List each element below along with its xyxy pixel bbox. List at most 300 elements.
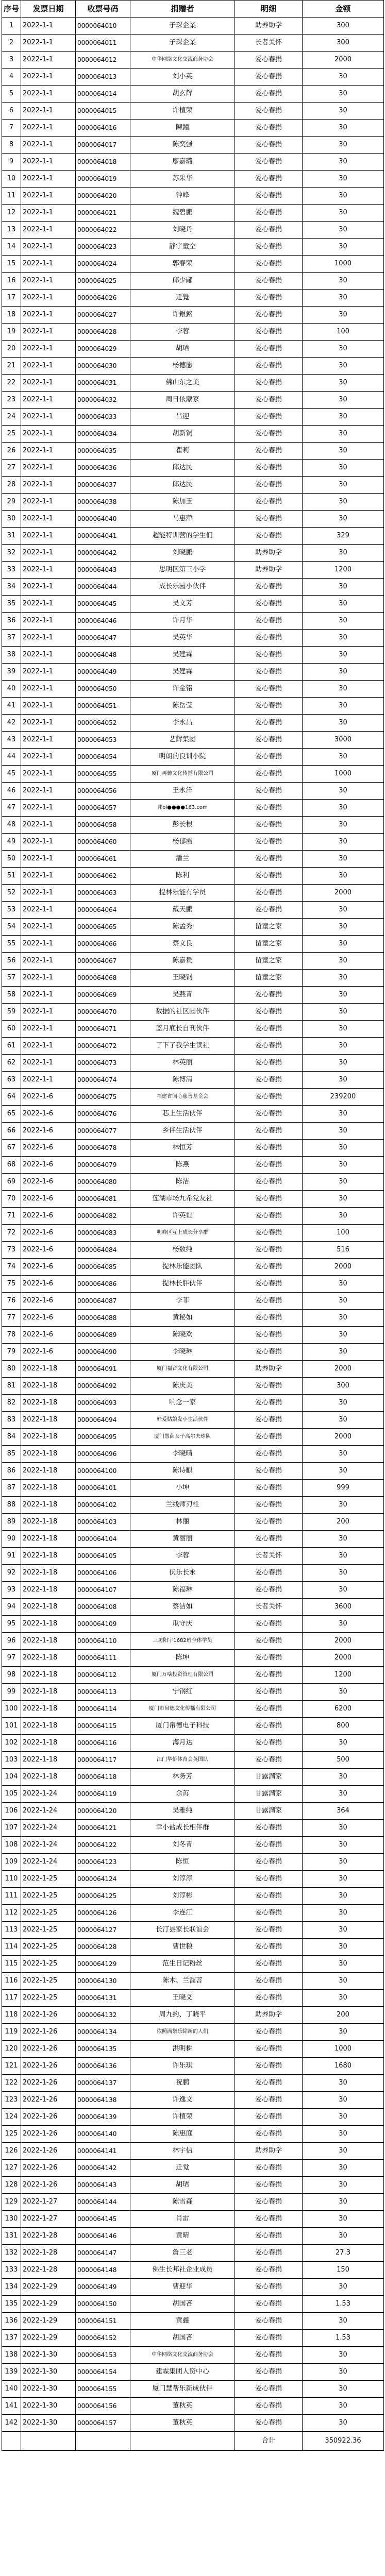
row-receipt-number: 0000064052 [76, 715, 130, 732]
row-amount: 27.3 [303, 2245, 384, 2262]
row-purpose: 爱心春捐 [235, 2347, 303, 2364]
row-date: 2022-1-1 [21, 885, 76, 902]
row-index: 46 [2, 783, 21, 800]
row-amount: 30 [303, 936, 384, 953]
row-amount: 30 [303, 69, 384, 86]
row-receipt-number: 0000064150 [76, 2296, 130, 2313]
row-amount: 30 [303, 1786, 384, 1803]
row-date: 2022-1-26 [21, 2041, 76, 2058]
table-row [2, 1939, 384, 1956]
row-donor: 乡伴生活伙伴 [130, 1123, 235, 1140]
row-donor: 厦门慧帮乐新成伙伴 [130, 2381, 235, 2398]
row-purpose: 爱心春捐 [235, 511, 303, 528]
row-purpose: 爱心春捐 [235, 375, 303, 392]
row-amount: 30 [303, 783, 384, 800]
row-amount: 30 [303, 1735, 384, 1752]
row-index: 111 [2, 1888, 21, 1905]
header-donor: 捐赠者 [130, 1, 235, 18]
row-donor: 李蓉 [130, 1548, 235, 1565]
row-amount: 1000 [303, 2041, 384, 2058]
row-receipt-number: 0000064141 [76, 2143, 130, 2160]
row-donor: 许植荣 [130, 103, 235, 120]
row-purpose: 留童之家 [235, 953, 303, 970]
table-row [2, 426, 384, 443]
row-purpose: 爱心春捐 [235, 2398, 303, 2415]
row-purpose: 爱心春捐 [235, 2058, 303, 2075]
row-receipt-number: 0000064086 [76, 1276, 130, 1293]
row-index: 65 [2, 1106, 21, 1123]
row-amount: 30 [303, 239, 384, 256]
row-index: 93 [2, 1582, 21, 1599]
row-purpose: 爱心春捐 [235, 1480, 303, 1497]
row-date: 2022-1-30 [21, 2347, 76, 2364]
row-index: 35 [2, 596, 21, 613]
row-date: 2022-1-18 [21, 1616, 76, 1633]
row-receipt-number: 0000064077 [76, 1123, 130, 1140]
row-amount: 30 [303, 970, 384, 987]
row-index: 80 [2, 1361, 21, 1378]
row-date: 2022-1-26 [21, 2092, 76, 2109]
row-receipt-number: 0000064073 [76, 1055, 130, 1072]
row-receipt-number: 0000064144 [76, 2194, 130, 2211]
row-purpose: 爱心春捐 [235, 2381, 303, 2398]
table-row [2, 443, 384, 460]
table-row [2, 1956, 384, 1973]
row-donor: 陈恒 [130, 1854, 235, 1871]
row-amount: 1.53 [303, 2296, 384, 2313]
row-purpose: 爱心春捐 [235, 1752, 303, 1769]
row-purpose: 爱心春捐 [235, 1293, 303, 1310]
row-index: 52 [2, 885, 21, 902]
row-date: 2022-1-6 [21, 1106, 76, 1123]
row-donor: 王晓钢 [130, 970, 235, 987]
row-amount: 30 [303, 681, 384, 698]
row-receipt-number: 0000064048 [76, 647, 130, 664]
row-amount: 150 [303, 2262, 384, 2279]
table-row [2, 1616, 384, 1633]
row-date: 2022-1-18 [21, 1446, 76, 1463]
row-purpose: 爱心春捐 [235, 579, 303, 596]
row-date: 2022-1-1 [21, 443, 76, 460]
row-donor: 瓜守庆 [130, 1616, 235, 1633]
row-donor: 佛山东之美 [130, 375, 235, 392]
row-amount: 30 [303, 868, 384, 885]
row-receipt-number: 0000064117 [76, 1752, 130, 1769]
row-purpose: 爱心春捐 [235, 137, 303, 154]
row-amount: 6200 [303, 1701, 384, 1718]
row-amount: 30 [303, 1140, 384, 1157]
row-amount: 30 [303, 1157, 384, 1174]
row-date: 2022-1-28 [21, 2262, 76, 2279]
row-donor: 黄秘如 [130, 1310, 235, 1327]
row-purpose: 爱心春捐 [235, 1684, 303, 1701]
row-donor: 林英丽 [130, 1055, 235, 1072]
row-donor: 胡新铜 [130, 426, 235, 443]
row-amount: 30 [303, 273, 384, 290]
row-index: 101 [2, 1718, 21, 1735]
row-receipt-number: 0000064083 [76, 1225, 130, 1242]
row-receipt-number: 0000064044 [76, 579, 130, 596]
table-row [2, 2041, 384, 2058]
table-row [2, 1701, 384, 1718]
row-receipt-number: 0000064012 [76, 52, 130, 69]
row-purpose: 爱心春捐 [235, 2296, 303, 2313]
row-index: 13 [2, 222, 21, 239]
row-date: 2022-1-1 [21, 511, 76, 528]
table-row [2, 647, 384, 664]
row-receipt-number: 0000064082 [76, 1208, 130, 1225]
row-amount: 30 [303, 290, 384, 307]
row-date: 2022-1-25 [21, 1905, 76, 1922]
row-donor: 陈雪森 [130, 2194, 235, 2211]
row-date: 2022-1-6 [21, 1276, 76, 1293]
row-donor: 蔡洁如 [130, 1599, 235, 1616]
row-date: 2022-1-1 [21, 868, 76, 885]
table-row [2, 766, 384, 783]
row-index: 34 [2, 579, 21, 596]
total-amount: 350922.36 [303, 2432, 384, 2451]
row-purpose: 爱心春捐 [235, 902, 303, 919]
row-donor: 宁钢红 [130, 1684, 235, 1701]
table-row [2, 1429, 384, 1446]
row-purpose: 爱心春捐 [235, 800, 303, 817]
table-row [2, 1871, 384, 1888]
row-purpose: 助养助学 [235, 1361, 303, 1378]
row-amount: 30 [303, 1463, 384, 1480]
row-donor: 周日依蒙家 [130, 392, 235, 409]
row-amount: 30 [303, 1446, 384, 1463]
row-date: 2022-1-1 [21, 613, 76, 630]
table-row [2, 1038, 384, 1055]
row-index: 98 [2, 1667, 21, 1684]
row-date: 2022-1-1 [21, 664, 76, 681]
header-amount: 金额 [303, 1, 384, 18]
row-date: 2022-1-18 [21, 1735, 76, 1752]
row-purpose: 长者关怀 [235, 1548, 303, 1565]
row-index: 121 [2, 2058, 21, 2075]
row-index: 110 [2, 1871, 21, 1888]
row-index: 36 [2, 613, 21, 630]
row-purpose: 爱心春捐 [235, 120, 303, 137]
row-date: 2022-1-6 [21, 1089, 76, 1106]
row-amount: 30 [303, 2415, 384, 2432]
row-index: 67 [2, 1140, 21, 1157]
row-donor: 杨郁霞 [130, 834, 235, 851]
row-purpose: 爱心春捐 [235, 749, 303, 766]
row-amount: 30 [303, 1905, 384, 1922]
row-amount: 30 [303, 1939, 384, 1956]
row-purpose: 爱心春捐 [235, 426, 303, 443]
row-purpose: 爱心春捐 [235, 2092, 303, 2109]
row-purpose: 爱心春捐 [235, 1905, 303, 1922]
row-donor: 幸小盐成长相伴群 [130, 1820, 235, 1837]
row-donor: 李晓琳 [130, 1344, 235, 1361]
row-amount: 30 [303, 987, 384, 1004]
row-date: 2022-1-1 [21, 834, 76, 851]
row-amount: 2000 [303, 1361, 384, 1378]
row-amount: 30 [303, 2381, 384, 2398]
row-index: 94 [2, 1599, 21, 1616]
row-receipt-number: 0000064105 [76, 1548, 130, 1565]
row-amount: 2000 [303, 885, 384, 902]
row-donor: 吴雅纯 [130, 1803, 235, 1820]
row-receipt-number: 0000064023 [76, 239, 130, 256]
row-date: 2022-1-18 [21, 1497, 76, 1514]
row-receipt-number: 0000064022 [76, 222, 130, 239]
row-amount: 30 [303, 1310, 384, 1327]
row-index: 83 [2, 1412, 21, 1429]
row-purpose: 爱心春捐 [235, 324, 303, 341]
row-index: 134 [2, 2279, 21, 2296]
row-date: 2022-1-30 [21, 2415, 76, 2432]
row-purpose: 爱心春捐 [235, 1888, 303, 1905]
row-receipt-number: 0000064043 [76, 562, 130, 579]
row-date: 2022-1-29 [21, 2313, 76, 2330]
row-index: 49 [2, 834, 21, 851]
row-date: 2022-1-26 [21, 2177, 76, 2194]
row-purpose: 长者关怀 [235, 1599, 303, 1616]
row-index: 2 [2, 35, 21, 52]
row-purpose: 爱心春捐 [235, 392, 303, 409]
table-row [2, 1633, 384, 1650]
row-purpose: 爱心春捐 [235, 1446, 303, 1463]
row-donor: 提林乐能有学员 [130, 885, 235, 902]
row-index: 120 [2, 2041, 21, 2058]
row-amount: 30 [303, 1922, 384, 1939]
row-donor: 三坊阳宇1682班全体学员 [130, 1633, 235, 1650]
row-date: 2022-1-18 [21, 1752, 76, 1769]
table-row [2, 1123, 384, 1140]
row-receipt-number: 0000064049 [76, 664, 130, 681]
table-row [2, 2109, 384, 2126]
row-receipt-number: 0000064156 [76, 2398, 130, 2415]
row-purpose: 爱心春捐 [235, 1395, 303, 1412]
table-row [2, 1174, 384, 1191]
header-index: 序号 [2, 1, 21, 18]
table-row [2, 613, 384, 630]
table-row [2, 137, 384, 154]
row-index: 77 [2, 1310, 21, 1327]
row-receipt-number: 0000064058 [76, 817, 130, 834]
row-date: 2022-1-1 [21, 273, 76, 290]
row-receipt-number: 0000064154 [76, 2364, 130, 2381]
row-purpose: 爱心春捐 [235, 1191, 303, 1208]
row-date: 2022-1-1 [21, 290, 76, 307]
row-donor: 邱少鄖 [130, 273, 235, 290]
row-date: 2022-1-1 [21, 528, 76, 545]
table-row [2, 2313, 384, 2330]
row-amount: 30 [303, 1531, 384, 1548]
table-row [2, 477, 384, 494]
table-row [2, 2398, 384, 2415]
row-index: 105 [2, 1786, 21, 1803]
total-empty-cell [76, 2432, 130, 2451]
table-row [2, 749, 384, 766]
row-purpose: 爱心春捐 [235, 2041, 303, 2058]
row-purpose: 爱心春捐 [235, 2330, 303, 2347]
row-receipt-number: 0000064055 [76, 766, 130, 783]
row-date: 2022-1-6 [21, 1140, 76, 1157]
row-donor: 陈福琳 [130, 1582, 235, 1599]
row-amount: 30 [303, 2313, 384, 2330]
row-amount: 30 [303, 1837, 384, 1854]
row-purpose: 爱心春捐 [235, 664, 303, 681]
row-amount: 30 [303, 358, 384, 375]
row-receipt-number: 0000064064 [76, 902, 130, 919]
row-receipt-number: 0000064104 [76, 1531, 130, 1548]
row-index: 41 [2, 698, 21, 715]
row-index: 132 [2, 2245, 21, 2262]
row-index: 29 [2, 494, 21, 511]
row-index: 3 [2, 52, 21, 69]
row-index: 99 [2, 1684, 21, 1701]
row-receipt-number: 0000064030 [76, 358, 130, 375]
row-index: 87 [2, 1480, 21, 1497]
row-index: 39 [2, 664, 21, 681]
table-row [2, 1990, 384, 2007]
table-row [2, 2262, 384, 2279]
table-row [2, 698, 384, 715]
row-receipt-number: 0000064147 [76, 2245, 130, 2262]
table-row [2, 2211, 384, 2228]
row-donor: 建霖集团人资中心 [130, 2364, 235, 2381]
row-index: 138 [2, 2347, 21, 2364]
row-date: 2022-1-1 [21, 1038, 76, 1055]
row-amount: 1200 [303, 1667, 384, 1684]
table-row [2, 1497, 384, 1514]
row-receipt-number: 0000064068 [76, 970, 130, 987]
row-purpose: 爱心春捐 [235, 1718, 303, 1735]
table-row [2, 732, 384, 749]
row-date: 2022-1-1 [21, 205, 76, 222]
row-donor: 邱达民 [130, 460, 235, 477]
row-date: 2022-1-25 [21, 1956, 76, 1973]
row-date: 2022-1-1 [21, 18, 76, 35]
row-donor: 厦门慧茵女子高尔夫球队 [130, 1429, 235, 1446]
row-index: 11 [2, 188, 21, 205]
row-purpose: 爱心春捐 [235, 2177, 303, 2194]
row-donor: 潘兰 [130, 851, 235, 868]
table-row [2, 953, 384, 970]
row-receipt-number: 0000064074 [76, 1072, 130, 1089]
row-purpose: 爱心春捐 [235, 1089, 303, 1106]
row-date: 2022-1-28 [21, 2228, 76, 2245]
row-index: 23 [2, 392, 21, 409]
row-purpose: 爱心春捐 [235, 2228, 303, 2245]
row-receipt-number: 0000064062 [76, 868, 130, 885]
row-receipt-number: 0000064089 [76, 1327, 130, 1344]
row-amount: 30 [303, 222, 384, 239]
row-receipt-number: 0000064053 [76, 732, 130, 749]
row-amount: 30 [303, 698, 384, 715]
row-donor: 许乐琪 [130, 2058, 235, 2075]
table-row [2, 528, 384, 545]
row-amount: 30 [303, 1497, 384, 1514]
row-date: 2022-1-1 [21, 698, 76, 715]
row-amount: 329 [303, 528, 384, 545]
table-row [2, 868, 384, 885]
row-donor: 董秋英 [130, 2398, 235, 2415]
row-index: 135 [2, 2296, 21, 2313]
row-receipt-number: 0000064120 [76, 1803, 130, 1820]
row-donor: 数据的社区园伙伴 [130, 1004, 235, 1021]
row-amount: 300 [303, 1378, 384, 1395]
row-amount: 30 [303, 1820, 384, 1837]
row-amount: 30 [303, 1072, 384, 1089]
row-amount: 30 [303, 1021, 384, 1038]
row-receipt-number: 0000064100 [76, 1463, 130, 1480]
row-receipt-number: 0000064103 [76, 1514, 130, 1531]
table-row [2, 1463, 384, 1480]
row-receipt-number: 0000064065 [76, 919, 130, 936]
row-date: 2022-1-1 [21, 375, 76, 392]
table-row [2, 630, 384, 647]
table-row [2, 1922, 384, 1939]
row-receipt-number: 0000064045 [76, 596, 130, 613]
row-date: 2022-1-30 [21, 2364, 76, 2381]
row-amount: 30 [303, 579, 384, 596]
total-row [2, 2432, 384, 2451]
row-date: 2022-1-1 [21, 426, 76, 443]
row-index: 90 [2, 1531, 21, 1548]
table-row [2, 290, 384, 307]
row-purpose: 爱心春捐 [235, 630, 303, 647]
row-purpose: 爱心春捐 [235, 1973, 303, 1990]
row-donor: 许金铭 [130, 681, 235, 698]
row-amount: 30 [303, 1616, 384, 1633]
row-index: 20 [2, 341, 21, 358]
table-row [2, 86, 384, 103]
row-donor: 陈岳莹 [130, 698, 235, 715]
table-row [2, 1395, 384, 1412]
row-index: 108 [2, 1837, 21, 1854]
table-row [2, 1072, 384, 1089]
row-receipt-number: 0000064134 [76, 2024, 130, 2041]
row-index: 142 [2, 2415, 21, 2432]
row-donor: 陈洁 [130, 1174, 235, 1191]
row-receipt-number: 0000064116 [76, 1735, 130, 1752]
row-receipt-number: 0000064138 [76, 2092, 130, 2109]
row-donor: 詹三老 [130, 2245, 235, 2262]
row-donor: 吴燕青 [130, 987, 235, 1004]
row-donor: 郭春荣 [130, 256, 235, 273]
row-donor: 胡玄辉 [130, 86, 235, 103]
table-row [2, 1820, 384, 1837]
row-amount: 30 [303, 2194, 384, 2211]
table-row [2, 1191, 384, 1208]
row-purpose: 爱心春捐 [235, 647, 303, 664]
row-index: 117 [2, 1990, 21, 2007]
row-index: 43 [2, 732, 21, 749]
row-donor: 黄晴 [130, 2228, 235, 2245]
row-receipt-number: 0000064037 [76, 477, 130, 494]
row-donor: 苏采华 [130, 171, 235, 188]
row-date: 2022-1-24 [21, 1837, 76, 1854]
table-row [2, 1888, 384, 1905]
row-donor: 杨德愿 [130, 358, 235, 375]
row-donor: 肖雷 [130, 2211, 235, 2228]
row-index: 69 [2, 1174, 21, 1191]
row-date: 2022-1-30 [21, 2381, 76, 2398]
row-receipt-number: 0000064091 [76, 1361, 130, 1378]
row-receipt-number: 0000064152 [76, 2330, 130, 2347]
row-donor: 陳鐘 [130, 120, 235, 137]
row-donor: 厦门市帛德文化传播有限公司 [130, 1701, 235, 1718]
row-date: 2022-1-1 [21, 222, 76, 239]
row-donor: 刘淳淳 [130, 1871, 235, 1888]
row-date: 2022-1-18 [21, 1667, 76, 1684]
header-row [2, 1, 384, 18]
